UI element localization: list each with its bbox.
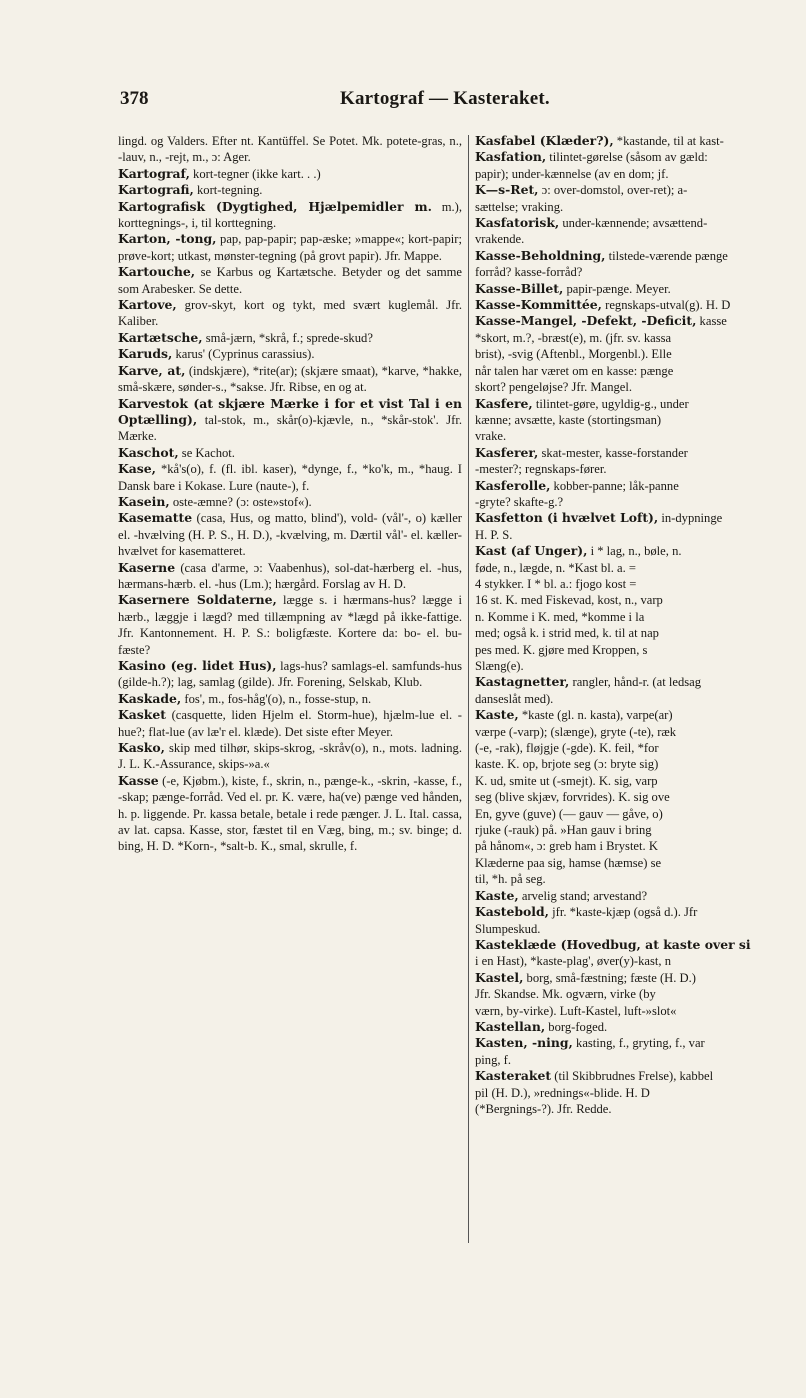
- entry-definition: (-e, -rak), fløjgje (-gde). K. feil, *for: [475, 741, 659, 756]
- entry-definition: vrakende.: [475, 232, 525, 247]
- entry-definition: -mester?; regnskaps-fører.: [475, 462, 607, 477]
- dictionary-entry: [118, 346, 462, 362]
- entry-definition: 4 stykker. I * bl. a.: fjogo kost =: [475, 576, 637, 591]
- entry-definition: kobber-panne; låk-panne: [550, 478, 679, 493]
- entry-definition: kasting, f., gryting, f., var: [572, 1036, 705, 1051]
- dictionary-entry: [475, 1003, 806, 1019]
- entry-definition: (til Skibbrudnes Frelse), kabbel: [551, 1069, 714, 1084]
- entry-definition: fos', m., fos-håg'(o), n., fosse-stup, n.: [181, 691, 372, 706]
- page-header: [120, 88, 806, 118]
- dictionary-entry: [118, 133, 462, 166]
- entry-definition: Klæderne paa sig, hamse (hæmse) se: [475, 855, 662, 870]
- entry-definition: føde, n., lægde, n. *Kast bl. a. =: [475, 560, 637, 575]
- entry-definition: 16 st. K. med Fiskevad, kost, n., varp: [475, 593, 663, 608]
- entry-definition: små-jærn, *skrå, f.; sprede-skud?: [202, 330, 373, 345]
- entry-headword: Kasse-Mangel, -Defekt, -Deficit,: [475, 313, 697, 329]
- dictionary-entry: [475, 166, 806, 182]
- dictionary-entry: [475, 1019, 806, 1035]
- dictionary-entry: [475, 412, 806, 428]
- entry-definition: pap, pap-papir; pap-æske; »mappe«; kort-papir; prøve-kort; utkast, mønster-tegning (på grovt papir). Jfr. Mappe.: [118, 232, 462, 263]
- entry-headword: Kastagnetter,: [475, 674, 570, 690]
- entry-definition: (indskjære), *rite(ar); (skjære smaat), *karve, *hakke, små-skære, sønder-s., *sakse. Jfr. Ribse, en og at.: [118, 363, 462, 395]
- dictionary-entry: [475, 281, 806, 297]
- entry-headword: Kasse-Kommittée,: [475, 297, 602, 313]
- dictionary-entry: [475, 199, 806, 215]
- entry-headword: Kartografi,: [118, 182, 194, 198]
- entry-definition: grov-skyt, kort og tykt, med svært kuglemål. Jfr. Kaliber.: [118, 298, 462, 329]
- entry-definition: på hånom«, ɔ: greb ham i Brystet. K: [475, 839, 658, 854]
- entry-headword: Kasse: [118, 772, 159, 788]
- entry-headword: Kartætsche,: [118, 329, 203, 345]
- dictionary-entry: [475, 248, 806, 264]
- entry-definition: (*Bergnings-?). Jfr. Redde.: [475, 1101, 612, 1116]
- entry-definition: brist), -svig (Aftenbl., Morgenbl.). Elle: [475, 347, 672, 362]
- dictionary-entry: [475, 773, 806, 789]
- dictionary-entry: [475, 1085, 806, 1101]
- dictionary-entry: [475, 642, 806, 658]
- dictionary-entry: [475, 182, 806, 198]
- dictionary-entry: [475, 133, 806, 149]
- entry-definition: -gryte? skafte-g.?: [475, 494, 564, 509]
- entry-definition: m.), korttegnings-, i, til korttegning.: [118, 199, 462, 231]
- dictionary-entry: [475, 149, 806, 165]
- dictionary-entry: [475, 215, 806, 231]
- entry-definition: tilintet-gørelse (såsom av gæld:: [546, 150, 708, 165]
- dictionary-entry: [475, 674, 806, 690]
- entry-definition: borg-foged.: [545, 1019, 608, 1034]
- entry-definition: skort? pengeløjse? Jfr. Mangel.: [475, 380, 633, 395]
- entry-definition: i * lag, n., bøle, n.: [587, 544, 682, 559]
- entry-definition: H. P. S.: [475, 527, 513, 542]
- dictionary-entry: [475, 592, 806, 608]
- entry-definition: arvelig stand; arvestand?: [518, 888, 648, 903]
- dictionary-entry: [118, 199, 462, 232]
- entry-definition: *kaste (gl. n. kasta), varpe(ar): [518, 708, 673, 723]
- entry-headword: Kasko,: [118, 740, 165, 756]
- entry-definition: Jfr. Skandse. Mk. ogværn, virke (by: [475, 987, 656, 1002]
- entry-headword: Kaskade,: [118, 690, 182, 706]
- dictionary-entry: [118, 396, 462, 445]
- right-column: [475, 133, 806, 1253]
- dictionary-entry: [475, 445, 806, 461]
- entry-headword: Kasematte: [118, 510, 193, 526]
- entry-headword: Kasse-Beholdning,: [475, 247, 606, 263]
- dictionary-entry: [475, 707, 806, 723]
- entry-definition: papir-pænge. Meyer.: [563, 281, 671, 296]
- entry-definition: sættelse; vraking.: [475, 199, 564, 214]
- entry-headword: Kasino (eg. lidet Hus),: [118, 658, 277, 673]
- entry-headword: Kasteklæde (Hovedbug, at kaste over si: [475, 936, 751, 952]
- entry-definition: med; også k. i strid med, k. til at nap: [475, 626, 659, 641]
- dictionary-entry: [475, 855, 806, 871]
- entry-headword: Kasfabel (Klæder?),: [475, 133, 614, 148]
- dictionary-entry: [475, 953, 806, 969]
- entry-definition: in-dypninge: [658, 511, 723, 526]
- entry-definition: *skort, m.?, -bræst(e), m. (jfr. sv. kassa: [475, 330, 672, 345]
- entry-headword: Kasse-Billet,: [475, 280, 564, 296]
- entry-definition: kaste. K. op, brjote seg (ɔ: bryte sig): [475, 757, 659, 772]
- entry-definition: i en Hast), *kaste-plag', øver(y)-kast, n: [475, 954, 672, 969]
- dictionary-entry: [475, 838, 806, 854]
- entry-definition: under-kænnende; avsættend-: [559, 216, 708, 231]
- entry-headword: Karton, -tong,: [118, 231, 217, 247]
- left-column: [118, 133, 462, 1253]
- entry-headword: Kaste,: [475, 707, 519, 723]
- entry-definition: tilintet-gøre, ugyldig-g., under: [532, 396, 689, 411]
- entry-definition: kort-tegner (ikke kart. . .): [189, 166, 321, 181]
- entry-definition: lægge s. i hærmans-hus? lægge i hærb., læggje i lægd? med tillæmpning av *lægd på ikke-fattige. Jfr. Kantonnement. H. P. S.: boligfæste. Kortere da: bo- el. bu-fæste?: [118, 593, 462, 657]
- entry-definition: (-e, Kjøbm.), kiste, f., skrin, n., pænge-k., -skrin, -kasse, f., -skap; pænge-forråd. Ved el. pr. K. være, ha(ve) pænge ved hånden, h. p. liggende. Pr. kassa betale, betale i rede pænger. J. L. Ital. cassa, av lat. capsa. Kasse, stor, fæstet til en Væg, bing, m.; sv. binge; d. bing, H. D. *Korn-, *salt-b. K., smal, skrulle, f.: [118, 773, 462, 854]
- dictionary-entry: [475, 543, 806, 559]
- entry-headword: Kartograf,: [118, 165, 190, 181]
- entry-definition: når talen har været om en kasse: pænge: [475, 363, 674, 378]
- dictionary-entry: [475, 510, 806, 526]
- entry-definition: vrake.: [475, 429, 507, 444]
- entry-definition: ɔ: over-domstol, over-ret); a-: [538, 183, 688, 198]
- entry-headword: Kartouche,: [118, 264, 196, 280]
- entry-definition: værpe (-varp); (slænge), gryte (-te), ræk: [475, 724, 677, 739]
- entry-definition: værn, by-virke). Luft-Kastel, luft-»slot«: [475, 1003, 677, 1018]
- dictionary-entry: [118, 166, 462, 182]
- dictionary-entry: [475, 1101, 806, 1117]
- dictionary-entry: [118, 691, 462, 707]
- entry-headword: Kasernere Soldaterne,: [118, 592, 277, 608]
- entry-headword: Kastellan,: [475, 1018, 546, 1034]
- entry-headword: K—s-Ret,: [475, 182, 539, 198]
- entry-definition: skat-mester, kasse-forstander: [538, 445, 688, 460]
- dictionary-entry: [475, 724, 806, 740]
- entry-definition: En, gyve (guve) (— gauv — gåve, o): [475, 806, 663, 821]
- entry-headword: Kase,: [118, 461, 156, 477]
- dictionary-entry: [475, 264, 806, 280]
- dictionary-entry: [118, 445, 462, 461]
- entry-headword: Karvestok (at skjære Mærke i for et vist Tal i en Optælling),: [118, 395, 462, 427]
- dictionary-entry: [475, 625, 806, 641]
- entry-headword: Kartove,: [118, 297, 177, 313]
- entry-definition: Slæng(e).: [475, 659, 524, 673]
- dictionary-entry: [475, 970, 806, 986]
- entry-definition: jfr. *kaste-kjæp (også d.). Jfr: [549, 905, 698, 920]
- dictionary-entry: [118, 773, 462, 855]
- entry-headword: Kaschot,: [118, 444, 179, 460]
- dictionary-entry: [475, 609, 806, 625]
- dictionary-entry: [475, 231, 806, 247]
- entry-definition: pes med. K. gjøre med Kroppen, s: [475, 642, 648, 657]
- dictionary-entry: [118, 264, 462, 297]
- entry-definition: rjuke (-rauk) på. »Han gauv i bring: [475, 823, 652, 838]
- dictionary-entry: [475, 346, 806, 362]
- entry-definition: (casquette, liden Hjelm el. Storm-hue), hjælm-lue el. -hue?; flat-lue (av læ'r el. klæde). Det siste efter Meyer.: [118, 708, 462, 739]
- dictionary-entry: [118, 182, 462, 198]
- entry-headword: Kasferer,: [475, 444, 539, 460]
- dictionary-entry: [475, 494, 806, 510]
- dictionary-entry: [475, 789, 806, 805]
- entry-definition: se Kachot.: [178, 445, 235, 460]
- entry-headword: Kasferolle,: [475, 477, 551, 493]
- entry-definition: kort-tegning.: [193, 183, 263, 198]
- dictionary-entry: [475, 461, 806, 477]
- dictionary-entry: [118, 740, 462, 773]
- entry-headword: Kast (af Unger),: [475, 543, 588, 559]
- entry-definition: tal-stok, m., skår(o)-kjævle, n., *skår-stok'. Jfr. Mærke.: [118, 412, 462, 444]
- dictionary-entry: [475, 1052, 806, 1068]
- entry-headword: Kasfation,: [475, 149, 547, 165]
- dictionary-entry: [475, 478, 806, 494]
- dictionary-entry: [118, 510, 462, 559]
- dictionary-entry: [118, 231, 462, 264]
- entry-definition: Slumpeskud.: [475, 921, 541, 936]
- dictionary-entry: [475, 576, 806, 592]
- entry-definition: danseslåt med).: [475, 691, 554, 706]
- entry-definition: ping, f.: [475, 1052, 512, 1067]
- dictionary-entry: [475, 921, 806, 937]
- entry-definition: K. ud, smite ut (-smejt). K. sig, varp: [475, 773, 658, 788]
- dictionary-entry: [118, 592, 462, 658]
- entry-definition: papir); under-kænnelse (av en dom; jf.: [475, 166, 669, 181]
- dictionary-entry: [475, 756, 806, 772]
- dictionary-entry: [475, 937, 806, 953]
- entry-headword: Kasteraket: [475, 1068, 552, 1084]
- entry-definition: forråd? kasse-forråd?: [475, 265, 583, 280]
- entry-definition: *kå's(o), f. (fl. ibl. kaser), *dynge, f., *ko'k, m., *haug. I Dansk bare i Kokase. Lure (naute-), f.: [118, 462, 462, 493]
- entry-headword: Kasten, -ning,: [475, 1035, 573, 1051]
- entry-headword: Kaserne: [118, 559, 176, 575]
- entry-definition: se Karbus og Kartætsche. Betyder og det samme som Arabesker. Se dette.: [118, 265, 462, 296]
- entry-definition: regnskaps-utval(g). H. D: [602, 298, 731, 313]
- entry-definition: pil (H. D.), »rednings«-blide. H. D: [475, 1085, 650, 1100]
- dictionary-entry: [475, 379, 806, 395]
- entry-headword: Kasket: [118, 707, 166, 723]
- dictionary-entry: [475, 313, 806, 329]
- entry-headword: Kartografisk (Dygtighed, Hjælpemidler m.: [118, 198, 432, 214]
- dictionary-entry: [475, 888, 806, 904]
- entry-headword: Kaste,: [475, 887, 519, 903]
- entry-definition: seg (blive skjæv, forvrides). K. sig ove: [475, 790, 670, 805]
- dictionary-entry: [118, 461, 462, 494]
- dictionary-entry: [475, 297, 806, 313]
- entry-definition: skip med tilhør, skips-skrog, -skråv(o), n., mots. ladning. J. L. K.-Assurance, skips-»a.«: [118, 741, 462, 772]
- dictionary-entry: [475, 871, 806, 887]
- dictionary-entry: [475, 527, 806, 543]
- dictionary-entry: [118, 363, 462, 396]
- entry-definition: lags-hus? samlags-el. samfunds-hus (gilde-h.?); lag, samlag (gilde). Jfr. Forening, Selskab, Klub.: [118, 659, 462, 690]
- dictionary-entry: [475, 904, 806, 920]
- entry-definition: (casa, Hus, og matto, blind'), vold- (vål'-, o) kæller el. -hvælving (H. P. S., H. D.), -kvælving, m. Dærtil vål'- el. kæller-hvælvet for kasematteret.: [118, 511, 462, 559]
- dictionary-entry: [118, 658, 462, 691]
- dictionary-entry: [475, 363, 806, 379]
- page-number: 378: [120, 88, 149, 109]
- entry-definition: oste-æmne? (ɔ: oste»stof«).: [169, 494, 312, 509]
- dictionary-entry: [118, 330, 462, 346]
- entry-definition: rangler, hånd-r. (at ledsag: [569, 675, 702, 690]
- dictionary-entry: [475, 691, 806, 707]
- column-divider: [468, 135, 469, 1243]
- dictionary-entry: [475, 822, 806, 838]
- dictionary-entry: [118, 494, 462, 510]
- entry-headword: Kasfetton (i hvælvet Loft),: [475, 510, 659, 526]
- dictionary-entry: [475, 740, 806, 756]
- entry-headword: Kastebold,: [475, 904, 549, 920]
- entry-definition: lingd. og Valders. Efter nt. Kantüffel. Se Potet. Mk. potete-gras, n., -lauv, n., -rejt, m., ɔ: Ager.: [118, 134, 462, 165]
- entry-definition: kænne; avsætte, kaste (stortingsman): [475, 412, 662, 427]
- entry-definition: tilstede-værende pænge: [605, 248, 728, 263]
- dictionary-entry: [475, 806, 806, 822]
- dictionary-entry: [475, 428, 806, 444]
- entry-headword: Karve, at,: [118, 362, 186, 378]
- entry-headword: Karuds,: [118, 346, 173, 362]
- entry-definition: n. Komme i K. med, *komme i la: [475, 609, 645, 624]
- entry-definition: karus' (Cyprinus carassius).: [172, 347, 315, 362]
- dictionary-entry: [118, 707, 462, 740]
- dictionary-entry: [475, 560, 806, 576]
- entry-definition: borg, små-fæstning; fæste (H. D.): [523, 970, 696, 985]
- entry-definition: *kastande, til at kast-: [613, 134, 724, 148]
- entry-headword: Kastel,: [475, 969, 524, 985]
- running-title: Kartograf — Kasteraket.: [340, 88, 550, 109]
- entry-headword: Kasfere,: [475, 395, 533, 411]
- dictionary-entry: [475, 986, 806, 1002]
- entry-headword: Kasein,: [118, 493, 170, 509]
- entry-definition: kasse: [696, 314, 727, 329]
- dictionary-entry: [475, 1068, 806, 1084]
- dictionary-entry: [118, 297, 462, 330]
- entry-headword: Kasfatorisk,: [475, 215, 560, 231]
- entry-definition: (casa d'arme, ɔ: Vaabenhus), sol-dat-hærberg el. -hus, hærmans-hærb. el. -hus (Lm.); hærgård. Forslag av H. D.: [118, 560, 462, 591]
- dictionary-entry: [475, 658, 806, 674]
- entry-definition: til, *h. på seg.: [475, 872, 546, 887]
- dictionary-entry: [118, 560, 462, 593]
- dictionary-entry: [475, 396, 806, 412]
- dictionary-entry: [475, 1035, 806, 1051]
- dictionary-entry: [475, 330, 806, 346]
